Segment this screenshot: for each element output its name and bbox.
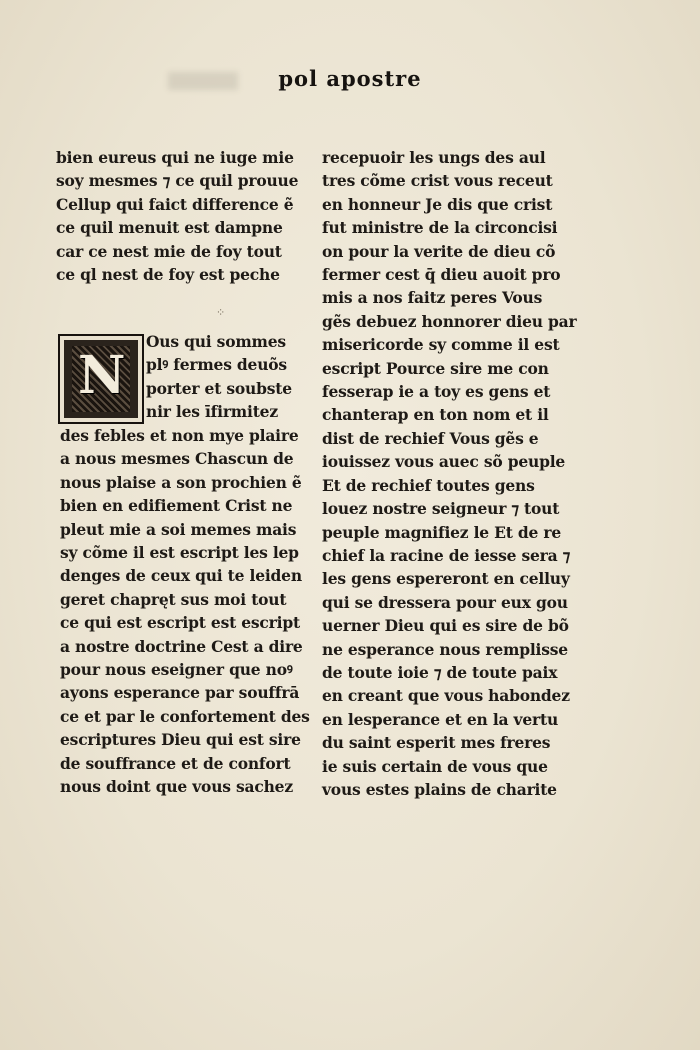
left-column-bottom bbox=[60, 424, 310, 799]
text-line: uerner Dieu qui es sire de bõ bbox=[322, 616, 569, 636]
text-line: Cellup qui faict difference ẽ bbox=[56, 194, 294, 214]
running-title: pol apostre bbox=[278, 66, 422, 91]
text-line: ce quil menuit est dampne bbox=[56, 218, 283, 238]
right-column bbox=[322, 146, 577, 801]
left-column-beside-initial bbox=[146, 330, 296, 424]
text-line: sy cõme il est escript les lep bbox=[60, 543, 299, 563]
text-line: de souffrance et de confort bbox=[60, 753, 291, 773]
text-line: bien en edifiement Crist ne bbox=[60, 496, 293, 516]
text-line: misericorde sy comme il est bbox=[322, 335, 560, 355]
text-line: nous plaise a son prochien ẽ bbox=[60, 472, 302, 492]
text-line: ne esperance nous remplisse bbox=[322, 639, 568, 659]
text-line: recepuoir les ungs des aul bbox=[322, 148, 546, 167]
text-line: ce ql nest de foy est peche bbox=[56, 265, 280, 285]
text-line: Ous qui sommes bbox=[146, 332, 286, 351]
left-column-top bbox=[56, 146, 299, 286]
text-line: peuple magnifiez le Et de re bbox=[322, 522, 562, 542]
text-line: plꝰ fermes deuõs bbox=[146, 355, 287, 375]
text-line: ayons esperance par souffrā bbox=[60, 683, 300, 703]
text-line: car ce nest mie de foy tout bbox=[56, 241, 282, 261]
text-line: louez nostre seigneur ⁊ tout bbox=[322, 499, 560, 519]
text-line: nous doint que vous sachez bbox=[60, 777, 293, 797]
printer-mark: ⁘ bbox=[216, 306, 226, 319]
text-line: gẽs debuez honnorer dieu par bbox=[322, 311, 577, 331]
text-line: geret chapręt sus moi tout bbox=[60, 589, 287, 609]
text-line: dist de rechief Vous gẽs e bbox=[322, 428, 539, 448]
initial-letter: N bbox=[78, 345, 126, 406]
text-line: en lesperance et en la vertu bbox=[322, 709, 559, 729]
text-line: chanterap en ton nom et il bbox=[322, 405, 549, 425]
text-line: nir les īfirmitez bbox=[146, 402, 278, 422]
text-line: escriptures Dieu qui est sire bbox=[60, 730, 301, 750]
text-line: des febles et non mye plaire bbox=[60, 426, 299, 445]
text-line: fut ministre de la circoncisi bbox=[322, 218, 558, 238]
text-line: Et de rechief toutes gens bbox=[322, 475, 535, 495]
text-line: iouissez vous auec sõ peuple bbox=[322, 452, 566, 472]
text-line: en creant que vous habondez bbox=[322, 686, 570, 706]
text-line: de toute ioie ⁊ de toute paix bbox=[322, 662, 558, 682]
text-line: qui se dressera pour eux gou bbox=[322, 592, 568, 612]
text-line: ce et par le confortement des bbox=[60, 706, 310, 726]
decorated-initial bbox=[58, 334, 144, 424]
text-line: chief la racine de iesse sera ⁊ bbox=[322, 545, 571, 565]
text-line: du saint esperit mes freres bbox=[322, 733, 551, 753]
text-line: a nostre doctrine Cest a dire bbox=[60, 636, 303, 656]
text-line: ce qui est escript est escript bbox=[60, 613, 300, 633]
text-line: mis a nos faitz peres Vous bbox=[322, 288, 543, 308]
text-line: pour nous eseigner que noꝰ bbox=[60, 660, 293, 680]
text-line: soy mesmes ⁊ ce quil prouue bbox=[56, 171, 299, 191]
text-line: pleut mie a soi memes mais bbox=[60, 519, 297, 539]
text-line: porter et soubste bbox=[146, 378, 292, 398]
text-line: fermer cest q̄ dieu auoit pro bbox=[322, 265, 561, 285]
text-line: ie suis certain de vous que bbox=[322, 756, 548, 776]
text-line: les gens espereront en celluy bbox=[322, 569, 570, 589]
text-line: denges de ceux qui te leiden bbox=[60, 566, 302, 586]
text-line: tres cõme crist vous receut bbox=[322, 171, 553, 191]
text-line: a nous mesmes Chascun de bbox=[60, 449, 294, 469]
text-line: vous estes plains de charite bbox=[322, 779, 557, 799]
text-line: bien eureus qui ne iuge mie bbox=[56, 148, 294, 167]
text-line: escript Pource sire me con bbox=[322, 358, 549, 378]
text-line: en honneur Je dis que crist bbox=[322, 194, 553, 214]
text-line: on pour la verite de dieu cõ bbox=[322, 241, 556, 261]
text-line: fesserap ie a toy es gens et bbox=[322, 382, 551, 402]
